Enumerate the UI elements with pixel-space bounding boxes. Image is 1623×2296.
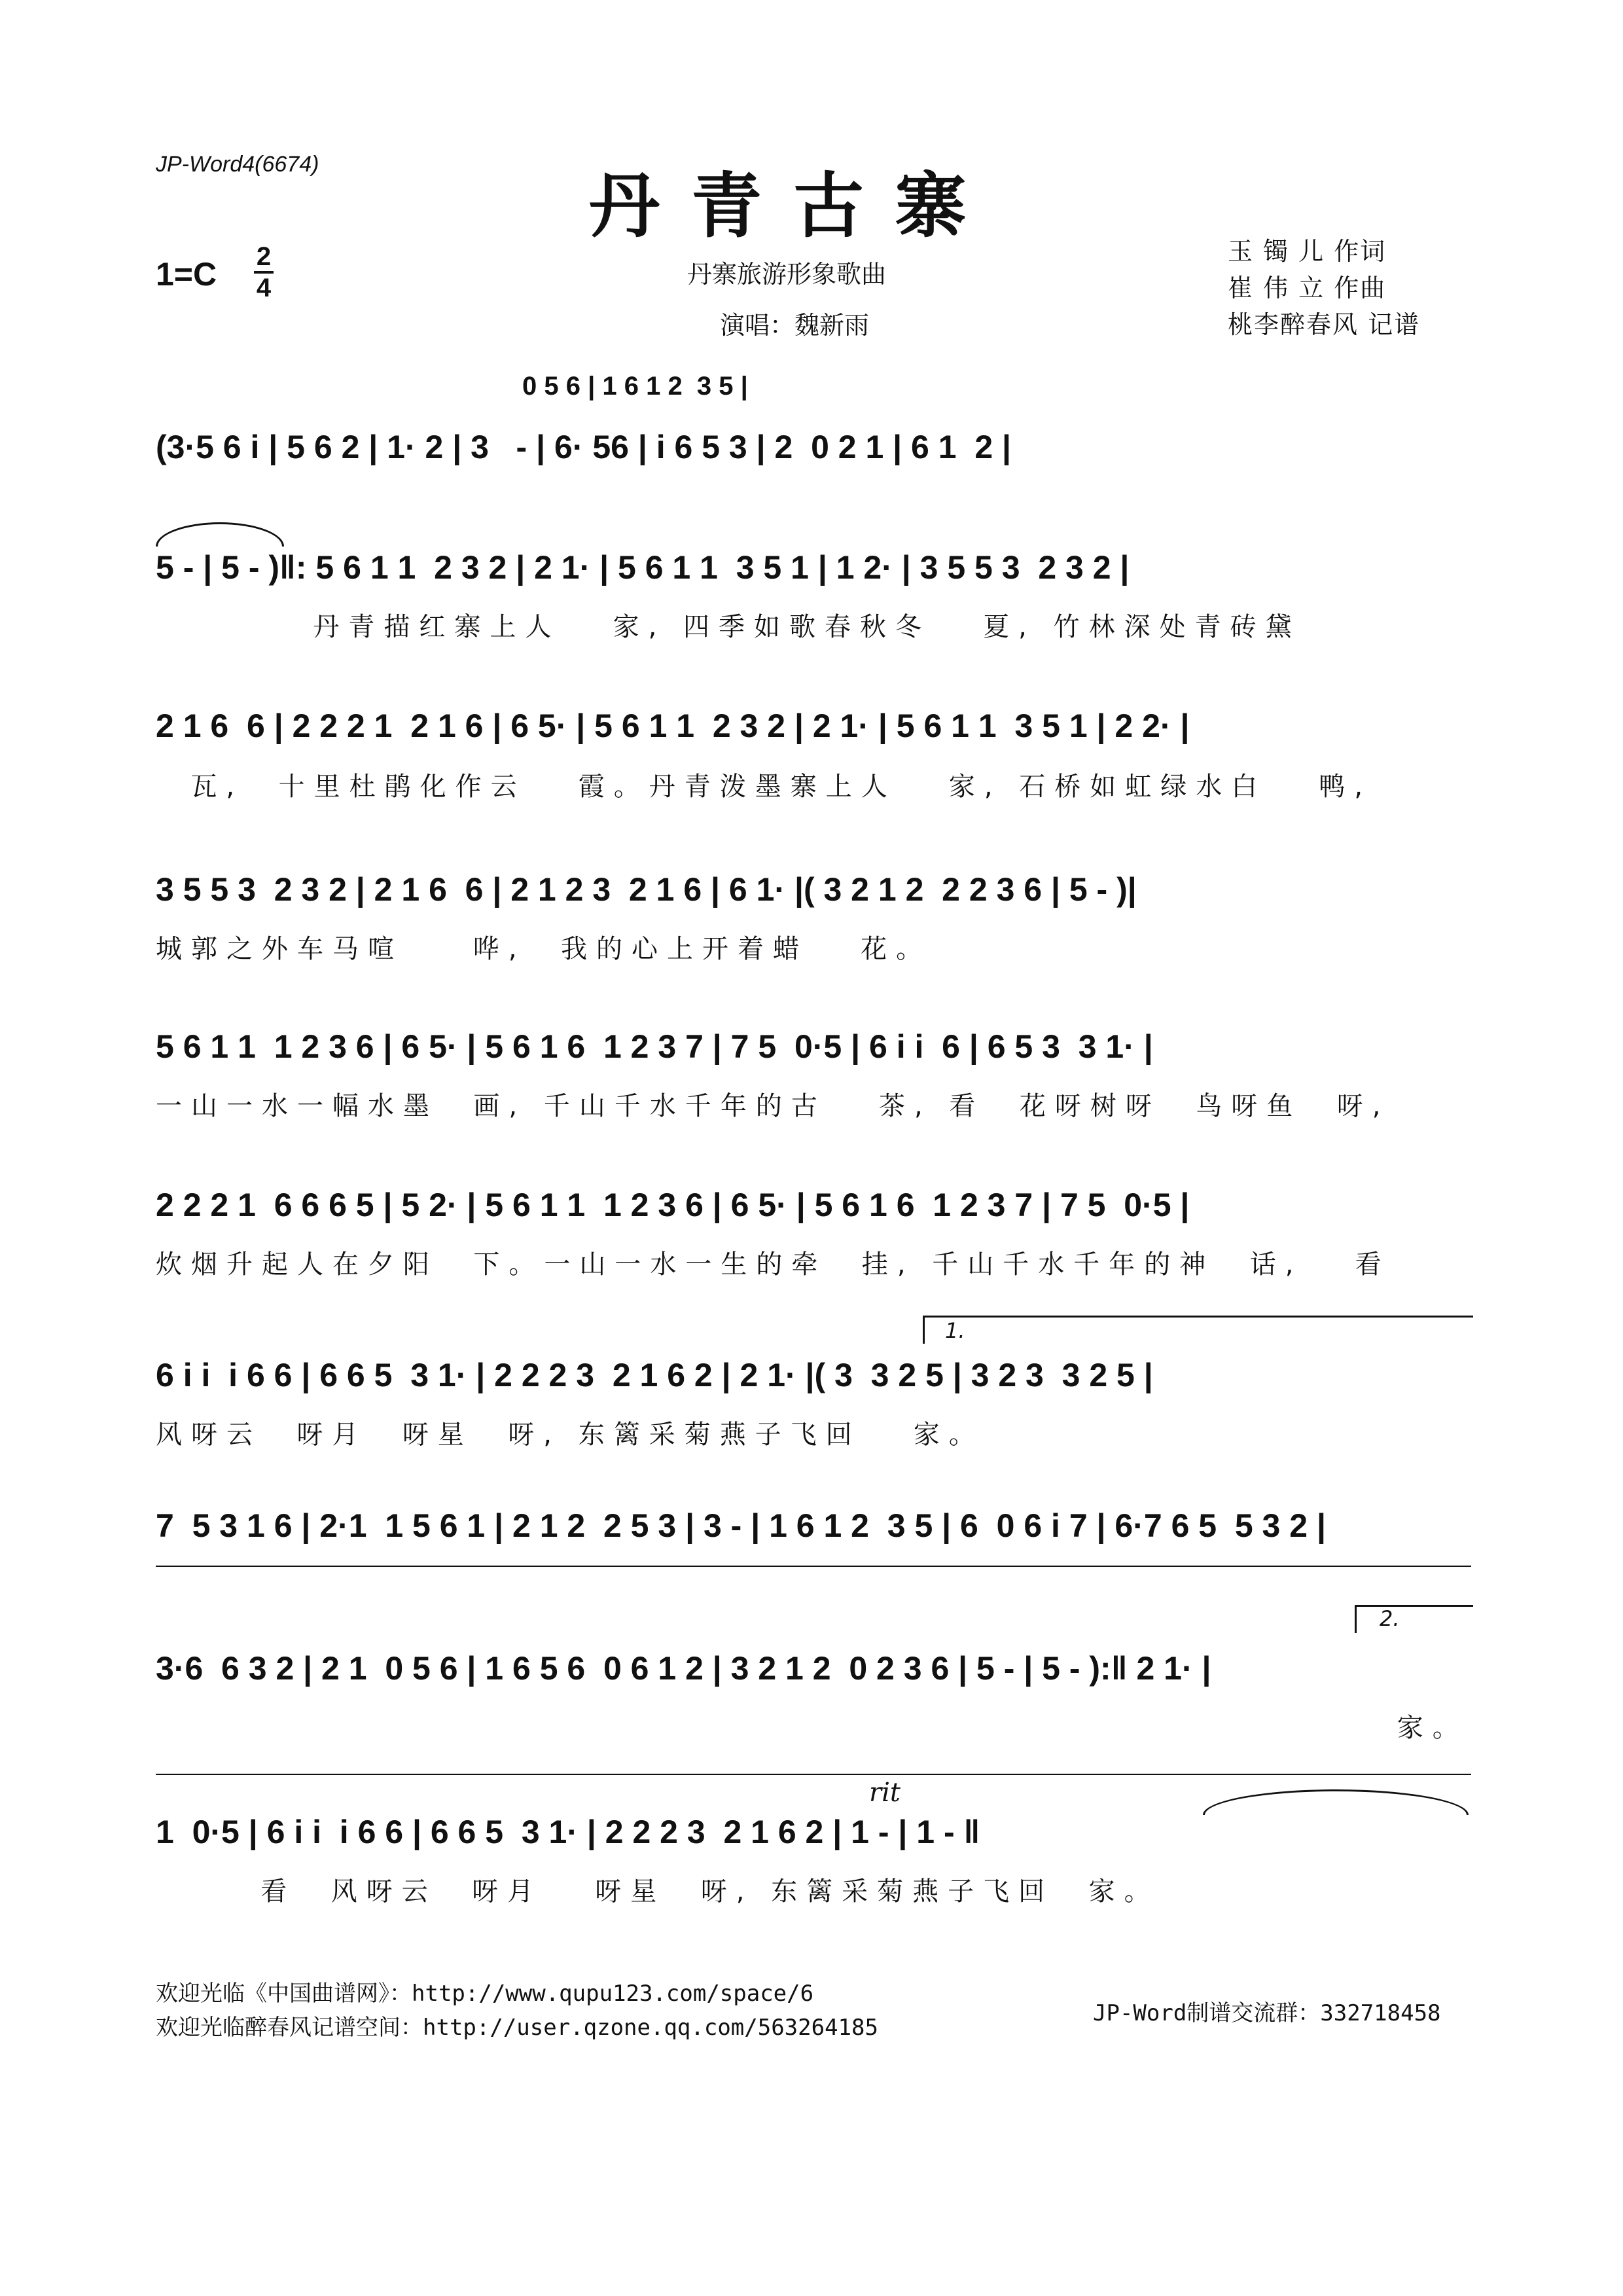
score-system-10 — [156, 1774, 1471, 1918]
system-notes: 5 6 1 1 1 2 3 6 | 6 5· | 5 6 1 6 1 2 3 7 | 7 5 0·5 | 6 i i 6 | 6 5 3 3 1· | — [156, 1028, 1153, 1065]
system-rule — [156, 1566, 1471, 1567]
song-subtitle: 丹寨旅游形象歌曲 — [687, 260, 887, 289]
footer-links — [156, 1977, 878, 2045]
meter-bottom: 4 — [256, 274, 272, 302]
footer-link-qupu[interactable]: 欢迎光临《中国曲谱网》：http://www.qupu123.com/space/6 — [156, 1981, 814, 2007]
ritardando-mark: rit — [869, 1778, 901, 1808]
score-system-7 — [156, 1316, 1471, 1460]
transcriber-credit: 桃李醉春风 记谱 — [1228, 310, 1421, 339]
system-notes: 1 0·5 | 6 i i i 6 6 | 6 6 5 3 1· | 2 2 2 3 2 1 6 2 | 1 - | 1 - ‖ — [156, 1814, 980, 1850]
system-lyrics: 家。 — [156, 1713, 1468, 1743]
system-lyrics: 看 风呀云 呀月 呀星 呀, 东篱采菊燕子飞回 家。 — [156, 1876, 1160, 1907]
system-notes: 2 1 6 6 | 2 2 2 1 2 1 6 | 6 5· | 5 6 1 1 2 3 2 | 2 1· | 5 6 1 1 3 5 1 | 2 2· | — [156, 708, 1190, 744]
system-rule — [156, 1774, 1471, 1775]
system-notes: 2 2 2 1 6 6 6 5 | 5 2· | 5 6 1 1 1 2 3 6 | 6 5· | 5 6 1 6 1 2 3 7 | 7 5 0·5 | — [156, 1187, 1190, 1223]
system-notes: 5 - | 5 - )‖: 5 6 1 1 2 3 2 | 2 1· | 5 6 1 1 3 5 1 | 1 2· | 3 5 5 3 2 3 2 | — [156, 549, 1130, 586]
system-notes: 3 5 5 3 2 3 2 | 2 1 6 6 | 2 1 2 3 2 1 6 | 6 1· |( 3 2 1 2 2 2 3 6 | 5 - )| — [156, 871, 1137, 908]
system-lyrics: 城郭之外车马喧 哗, 我的心上开着蜡 花。 — [156, 934, 932, 964]
score-system-3 — [156, 700, 1471, 831]
volta-2-bracket — [1355, 1605, 1473, 1633]
system-lyrics: 瓦, 十里杜鹃化作云 霞。丹青泼墨寨上人 家, 石桥如虹绿水白 鸭, — [156, 772, 1372, 802]
volta-1-bracket — [923, 1316, 1473, 1344]
volta-1-number: 1. — [945, 1318, 965, 1343]
score-system-1 — [156, 372, 1471, 490]
score-system-4 — [156, 857, 1471, 988]
song-title: 丹青古寨 — [589, 165, 998, 247]
system-notes: (3·5 6 i | 5 6 2 | 1· 2 | 3 - | 6· 56 | i 6 5 3 | 2 0 2 1 | 6 1 2 | — [156, 429, 1012, 465]
system-lyrics: 一山一水一幅水墨 画, 千山千水千年的古 茶, 看 花呀树呀 鸟呀鱼 呀, — [156, 1091, 1390, 1121]
cue-notes: 0 5 6 | 1 6 1 2 3 5 | — [522, 372, 748, 401]
tie-mark — [1203, 1789, 1469, 1815]
footer-group-info: JP-Word制谱交流群：332718458 — [1093, 2000, 1441, 2026]
system-lyrics: 炊烟升起人在夕阳 下。一山一水一生的牵 挂, 千山千水千年的神 话, 看 — [156, 1249, 1391, 1280]
composer-credit: 崔 伟 立 作曲 — [1228, 274, 1387, 302]
system-lyrics: 风呀云 呀月 呀星 呀, 东篱采菊燕子飞回 家。 — [156, 1420, 984, 1450]
volta-2-number: 2. — [1380, 1606, 1400, 1631]
tie-mark — [156, 522, 284, 547]
score-system-2 — [156, 529, 1471, 660]
score-system-5 — [156, 1020, 1471, 1151]
score-system-6 — [156, 1178, 1471, 1309]
singer: 演唱：魏新雨 — [720, 311, 870, 340]
system-notes: 3·6 6 3 2 | 2 1 0 5 6 | 1 6 5 6 0 6 1 2 | 3 2 1 2 0 2 3 6 | 5 - | 5 - ):‖ 2 1· | — [156, 1650, 1211, 1687]
software-label: JP-Word4(6674) — [156, 152, 319, 177]
score-system-8 — [156, 1500, 1471, 1579]
meter-top: 2 — [256, 242, 272, 271]
key-signature: 1=C — [156, 256, 217, 293]
system-notes: 7 5 3 1 6 | 2·1 1 5 6 1 | 2 1 2 2 5 3 | 3 - | 1 6 1 2 3 5 | 6 0 6 i 7 | 6·7 6 5 5 3 2 | — [156, 1507, 1326, 1544]
system-notes: 6 i i i 6 6 | 6 6 5 3 1· | 2 2 2 3 2 1 6 2 | 2 1· |( 3 3 2 5 | 3 2 3 3 2 5 | — [156, 1357, 1153, 1393]
lyricist-credit: 玉 镯 儿 作词 — [1228, 237, 1387, 266]
footer-link-qzone[interactable]: 欢迎光临醉春风记谱空间：http://user.qzone.qq.com/563264185 — [156, 2015, 878, 2041]
system-lyrics: 丹青描红寨上人 家, 四季如歌春秋冬 夏, 竹林深处青砖黛 — [156, 612, 1301, 642]
score-system-9 — [156, 1600, 1471, 1743]
